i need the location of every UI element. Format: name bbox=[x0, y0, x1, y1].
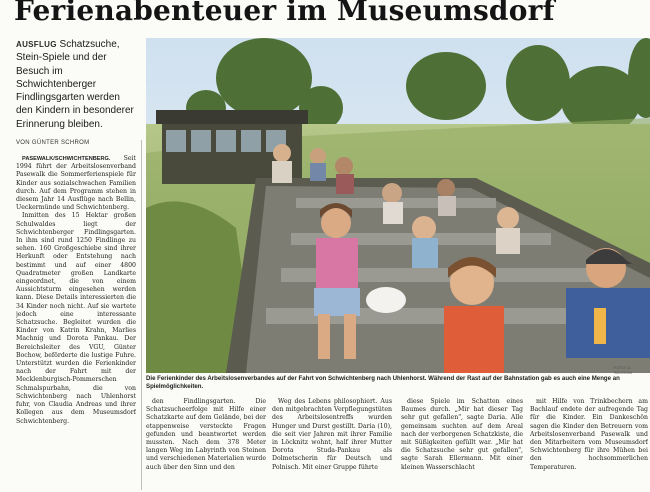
article-col4-p1: diese Spiele im Schatten eines Baumes durch. „Mir hat dieser Tag sehr gut gefallen", sagte Daria. Alle gemeinsam suchten auf dem Areal nach der verborgenen Schatzkiste, die mit Süßigkeiten gefüllt war. „Mir hat die Schatzsuche sehr gut gefallen", sagte Sarah Ellermann. Mit einer kleinen Wasserschlacht bbox=[401, 398, 523, 471]
photo-illustration bbox=[146, 38, 650, 373]
photo-caption: Die Ferienkinder des Arbeitslosenverbandes auf der Fahrt von Schwichtenberg nach Uhlenhorst. Während der Rast auf der Bahnstation gab es auch eine Menge an Spielmöglichkeiten. bbox=[146, 375, 620, 390]
article-photo bbox=[146, 38, 650, 373]
headline: Ferienabenteuer im Museumsdorf bbox=[14, 0, 555, 27]
article-column-3 bbox=[272, 398, 392, 492]
article-col1-p2: Inmitten des 15 Hektar großen Schulwaldes liegt der Schwichtenberger Findlingsgarten. In ihm sind rund 1250 Findlinge zu sehen. 160 Großgeschiebe sind ihrer Herkunft oder Entstehung nach bestimmt und auf einer 4800 Quadratmeter großen Landkarte eingeordnet, die von einem Aussichtsturm eingesehen werden kann. Diese Details interessierten die 34 Kinder noch nicht. Auf sie wartete jedoch eine interessante Schatzsuche. Begleitet wurden die Kinder von Katrin Krahn, Marlies Machnig und Dorota Pankau. Der Bereichsleiter des VGU, Günter Bochow, beförderte die lustige Fuhre. Unterstützt wurden die Ferienkinder nach der Fahrt mit der Mecklenburgisch-Pommerschen Schmalspurbahn, die von Schwichtenberg nach Uhlenhorst fuhr, von Claudia Andreas und ihrer Kollegen aus dem Museumsdorf Schwichtenberg. bbox=[16, 212, 136, 425]
dateline: PASEWALK/SCHWICHTENBERG. bbox=[22, 156, 111, 162]
article-column-2 bbox=[146, 398, 266, 492]
article-column-1 bbox=[16, 155, 136, 490]
byline: VON GÜNTER SCHROM bbox=[16, 140, 90, 146]
article-column-5 bbox=[530, 398, 648, 492]
lead-text: Schatzsuche, Stein-Spiele und der Besuch im Schwichtenberger Findlingsgarten werden den Kindern in besonderer Erinnerung bleiben. bbox=[16, 39, 134, 130]
photo-credit: FOTO: G. SCHROM bbox=[614, 365, 632, 375]
article-col2-p1: den Findlingsgarten. Die Schatzsucheerfolge mit Hilfe einer Schatzkarte auf dem Gelände, bei der etappenweise versteckte Fragen gefunden und beantwortet werden mussten. Nach dem 378 Meter langen Weg im Labyrinth von Steinen und verschiedenen Materialien wurde auch über den Sinn und den bbox=[146, 398, 266, 471]
article-col3-p1: Weg des Lebens philosophiert. Aus den mitgebrachten Verpflegungstüten des Arbeitslosentreffs wurden Hunger und Durst gestillt. Daria (10), die seit vier Jahren mit ihrer Familie in Löcknitz wohnt, half ihrer Mutter Dorota Studa-Pankau als Dolmetscherin für Deutsch und Polnisch. Mit einer Gruppe führte bbox=[272, 398, 392, 471]
article-col1-p1: Seit 1994 führt der Arbeitslosenverband Pasewalk die Sommerferienspiele für Kinder aus sozialschwachen Familien durch. Auf dem Programm stehen in diesem Jahr 14 Ausflüge nach Bellin, Ueckermünde und Schwichtenberg. bbox=[16, 155, 136, 212]
article-col5-p1: mit Hilfe von Trinkbechern am Bachlauf endete der aufregende Tag für die Kinder. Ein Dankeschön sagen die Kinder den Betreuern vom Arbeitslosenverband Pasewalk und den Mitarbeitern vom Museumsdorf Schwichtenberg für ihre Mühen bei den hochsommerlichen Temperaturen. bbox=[530, 398, 648, 471]
article-column-4 bbox=[401, 398, 523, 492]
column-divider bbox=[141, 140, 142, 490]
lead-kicker: AUSFLUG bbox=[16, 40, 57, 49]
lead-paragraph bbox=[16, 38, 134, 131]
